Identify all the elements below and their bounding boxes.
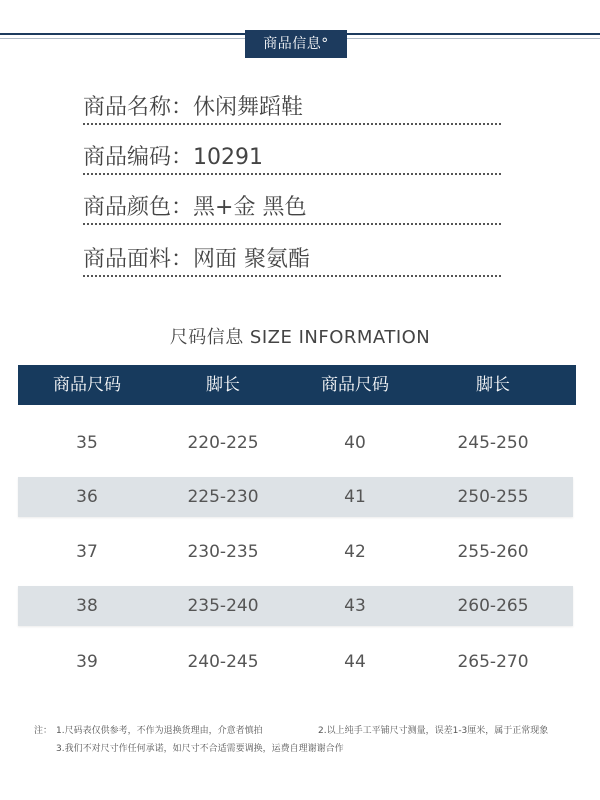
table-cell: 230-235 (187, 542, 259, 562)
info-row-code (83, 143, 501, 175)
table-cell: 250-255 (457, 487, 529, 507)
info-value: 黑+金 黑色 (193, 195, 307, 220)
table-cell: 42 (344, 542, 366, 562)
note-2: 2.以上纯手工平铺尺寸测量，误差1-3厘米，属于正常现象 (318, 726, 549, 736)
section-badge-product-info: 商品信息° (245, 30, 347, 58)
header-cell: 商品尺码 (53, 375, 121, 395)
table-cell: 43 (344, 596, 366, 616)
table-cell: 220-225 (187, 433, 259, 453)
size-section-title: 尺码信息 SIZE INFORMATION (169, 327, 431, 348)
table-row (18, 642, 573, 682)
table-cell: 235-240 (187, 596, 259, 616)
info-row-color (83, 193, 501, 225)
info-label: 商品颜色： (83, 195, 194, 220)
table-row (18, 477, 573, 517)
size-table-header (18, 365, 576, 405)
header-cell: 脚长 (476, 375, 510, 395)
table-cell: 240-245 (187, 652, 259, 672)
info-row-material (83, 245, 501, 277)
info-value: 休闲舞蹈鞋 (193, 95, 304, 120)
table-row (18, 586, 573, 626)
note-3: 3.我们不对尺寸作任何承诺，如尺寸不合适需要调换，运费自理谢谢合作 (56, 744, 344, 754)
info-label: 商品名称： (83, 95, 194, 120)
table-row (18, 423, 573, 463)
table-cell: 35 (76, 433, 98, 453)
table-cell: 260-265 (457, 596, 529, 616)
table-cell: 41 (344, 487, 366, 507)
info-label: 商品编码： (83, 145, 194, 170)
header-cell: 脚长 (206, 375, 240, 395)
table-cell: 37 (76, 542, 98, 562)
table-cell: 225-230 (187, 487, 259, 507)
note-1: 1.尺码表仅供参考，不作为退换货理由，介意者慎拍 (56, 726, 263, 736)
table-cell: 38 (76, 596, 98, 616)
info-value: 10291 (193, 145, 264, 170)
info-row-name (83, 93, 501, 125)
info-value: 网面 聚氨酯 (193, 247, 311, 272)
info-label: 商品面料： (83, 247, 194, 272)
table-cell: 39 (76, 652, 98, 672)
table-cell: 44 (344, 652, 366, 672)
table-cell: 40 (344, 433, 366, 453)
note-prefix: 注： (34, 726, 53, 736)
header-cell: 商品尺码 (321, 375, 389, 395)
table-cell: 36 (76, 487, 98, 507)
table-cell: 245-250 (457, 433, 529, 453)
table-cell: 255-260 (457, 542, 529, 562)
table-row (18, 532, 573, 572)
table-cell: 265-270 (457, 652, 529, 672)
